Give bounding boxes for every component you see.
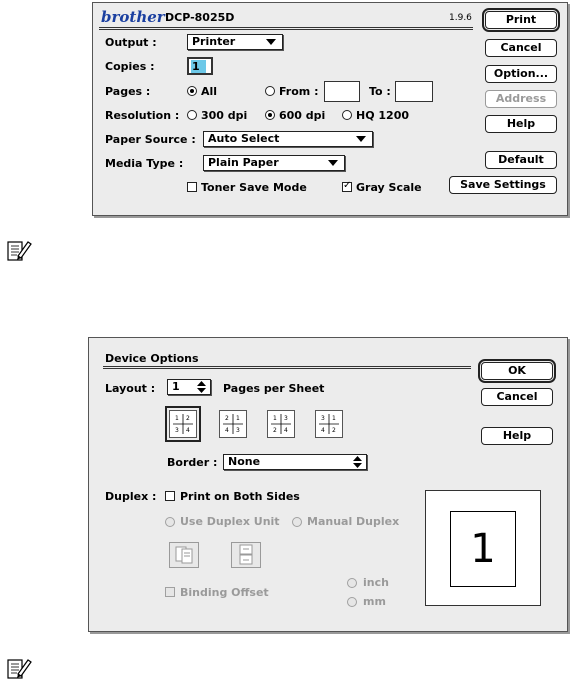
unit-mm-label: mm	[363, 595, 386, 608]
svg-text:3: 3	[321, 415, 325, 422]
binding-offset-checkbox[interactable]	[165, 587, 175, 597]
svg-text:2: 2	[225, 415, 229, 422]
chevron-down-icon	[328, 160, 338, 166]
default-button[interactable]: Default	[485, 151, 557, 169]
svg-text:4: 4	[284, 427, 288, 434]
paper-source-label: Paper Source :	[105, 133, 196, 146]
2-up-layout-icon	[220, 411, 246, 437]
pages-to-label: To :	[369, 85, 391, 98]
page-preview-frame	[425, 490, 541, 606]
binding-offset-label: Binding Offset	[180, 586, 269, 599]
note-pencil-icon	[6, 656, 32, 682]
output-value: Printer	[192, 35, 236, 48]
option-button[interactable]: Option...	[485, 65, 557, 83]
driver-version: 1.9.6	[449, 13, 472, 23]
chevron-down-icon	[356, 136, 366, 142]
stepper-arrows-icon	[197, 380, 206, 394]
print-both-sides-label: Print on Both Sides	[180, 490, 300, 503]
border-value: None	[228, 455, 261, 468]
use-duplex-unit-radio[interactable]	[165, 517, 175, 527]
dialog-title: Device Options	[105, 352, 199, 365]
copies-input[interactable]	[187, 57, 213, 75]
pages-to-input[interactable]	[395, 81, 433, 102]
border-label: Border :	[167, 456, 218, 469]
svg-text:2: 2	[332, 427, 336, 434]
preview-page-number: 1	[470, 526, 496, 572]
print-both-sides-checkbox[interactable]	[165, 491, 175, 501]
svg-text:1: 1	[273, 415, 277, 422]
cancel-button[interactable]: Cancel	[481, 388, 553, 406]
svg-text:4: 4	[225, 427, 229, 434]
toner-save-label: Toner Save Mode	[201, 181, 307, 194]
border-select[interactable]	[223, 454, 367, 470]
pages-label: Pages :	[105, 85, 151, 98]
svg-text:1: 1	[175, 415, 179, 422]
title-divider	[103, 366, 471, 367]
paper-source-value: Auto Select	[208, 132, 280, 145]
layout-value: 1	[172, 380, 180, 393]
use-duplex-unit-label: Use Duplex Unit	[180, 515, 280, 528]
layout-select[interactable]	[167, 379, 211, 395]
model-name: DCP-8025D	[165, 11, 235, 24]
resolution-label: Resolution :	[105, 109, 180, 122]
toner-save-checkbox[interactable]	[187, 182, 197, 192]
duplex-label: Duplex :	[105, 490, 157, 503]
manual-duplex-label: Manual Duplex	[307, 515, 400, 528]
layout-icon-2[interactable]	[219, 410, 247, 438]
gray-scale-label: Gray Scale	[356, 181, 422, 194]
svg-text:1: 1	[236, 415, 240, 422]
svg-text:2: 2	[273, 427, 277, 434]
svg-text:3: 3	[284, 415, 288, 422]
svg-text:2: 2	[186, 415, 190, 422]
save-settings-button[interactable]: Save Settings	[449, 176, 557, 194]
preview-page	[450, 511, 516, 587]
output-label: Output :	[105, 36, 157, 49]
media-type-select[interactable]	[203, 155, 345, 171]
media-type-value: Plain Paper	[208, 156, 279, 169]
res-300-label: 300 dpi	[201, 109, 248, 122]
short-edge-binding-icon[interactable]	[231, 542, 261, 568]
paper-source-select[interactable]	[203, 131, 373, 147]
print-dialog	[92, 2, 568, 216]
note-pencil-icon	[6, 238, 32, 264]
header-divider-2	[99, 29, 473, 30]
4-up-layout-a-icon	[268, 411, 294, 437]
print-button[interactable]: Print	[485, 11, 557, 29]
svg-text:3: 3	[175, 427, 179, 434]
svg-text:4: 4	[186, 427, 190, 434]
help-button[interactable]: Help	[485, 115, 557, 133]
media-type-label: Media Type :	[105, 157, 184, 170]
res-600-label: 600 dpi	[279, 109, 326, 122]
unit-inch-label: inch	[363, 576, 389, 589]
layout-label: Layout :	[105, 382, 156, 395]
4-up-layout-b-icon	[316, 411, 342, 437]
res-1200-label: HQ 1200	[356, 109, 410, 122]
pages-from-label: From :	[279, 85, 319, 98]
res-1200-radio[interactable]	[342, 110, 352, 120]
pages-per-sheet-label: Pages per Sheet	[223, 382, 325, 395]
copies-label: Copies :	[105, 60, 155, 73]
header-divider	[99, 27, 473, 28]
output-select[interactable]	[187, 34, 283, 50]
gray-scale-checkbox[interactable]	[342, 182, 352, 192]
pages-all-radio[interactable]	[187, 86, 197, 96]
manual-duplex-radio[interactable]	[292, 517, 302, 527]
svg-text:1: 1	[332, 415, 336, 422]
unit-mm-radio[interactable]	[347, 597, 357, 607]
cancel-button[interactable]: Cancel	[485, 39, 557, 57]
copies-value: 1	[191, 60, 206, 73]
title-divider-2	[103, 368, 471, 369]
layout-icon-4[interactable]	[315, 410, 343, 438]
pages-from-input[interactable]	[324, 81, 360, 102]
address-button[interactable]: Address	[485, 90, 557, 108]
long-edge-binding-icon[interactable]	[169, 542, 199, 568]
res-600-radio[interactable]	[265, 110, 275, 120]
help-button[interactable]: Help	[481, 427, 553, 445]
svg-text:3: 3	[236, 427, 240, 434]
pages-all-label: All	[201, 85, 218, 98]
device-options-dialog	[88, 337, 568, 632]
res-300-radio[interactable]	[187, 110, 197, 120]
layout-icon-3[interactable]	[267, 410, 295, 438]
chevron-down-icon	[266, 39, 276, 45]
unit-inch-radio[interactable]	[347, 578, 357, 588]
stepper-arrows-icon	[353, 455, 362, 469]
svg-text:4: 4	[321, 427, 325, 434]
pages-from-radio[interactable]	[265, 86, 275, 96]
ok-button[interactable]: OK	[481, 362, 553, 380]
layout-icon-1[interactable]	[169, 410, 197, 438]
brand-logo: brother	[101, 8, 165, 26]
1-up-layout-icon	[170, 411, 196, 437]
